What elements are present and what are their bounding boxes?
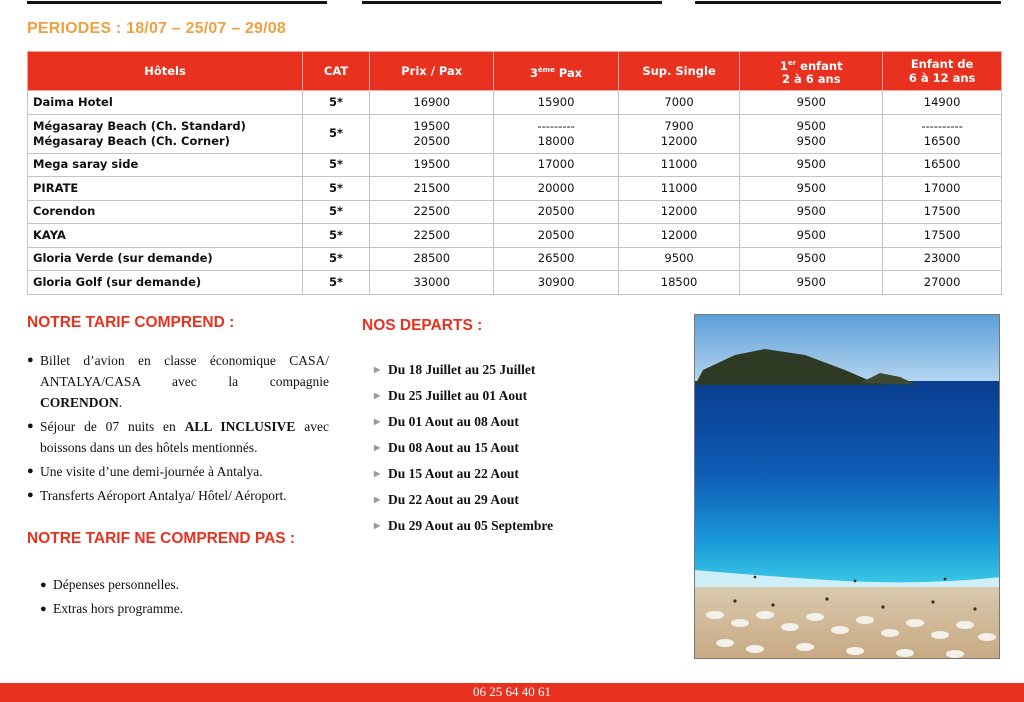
table-row <box>28 114 1002 153</box>
third-pax-cell: 26500 <box>494 247 618 271</box>
price-cell: 22500 <box>370 224 494 248</box>
child-6-12-cell: 27000 <box>883 271 1002 295</box>
child-2-6-cell: 9500 <box>740 247 883 271</box>
list-item: ▶ Du 15 Aout au 22 Aout <box>372 464 553 490</box>
child-6-12-cell: 23000 <box>883 247 1002 271</box>
black-circle-icon: ● <box>27 354 34 366</box>
list-item: ● Transferts Aéroport Antalya/ Hôtel/ Aéroport. <box>27 485 329 506</box>
included-list <box>27 350 329 509</box>
triangle-right-icon: ▶ <box>374 391 381 400</box>
list-item: ▶ Du 22 Aout au 29 Aout <box>372 490 553 516</box>
hotel-category: 5* <box>303 271 370 295</box>
table-header-row <box>28 52 1002 91</box>
third-pax-cell: 20500 <box>494 200 618 224</box>
list-item: ● Billet d’avion en classe économique CASA/ ANTALYA/CASA avec la compagnie CORENDON. <box>27 350 329 413</box>
hotel-category: 5* <box>303 177 370 201</box>
single-cell: 11000 <box>618 177 740 201</box>
price-cell: 22500 <box>370 200 494 224</box>
black-circle-icon: ● <box>27 489 34 501</box>
hotel-category: 5* <box>303 114 370 153</box>
price-cell: 28500 <box>370 247 494 271</box>
price-cell: 21500 <box>370 177 494 201</box>
single-cell: 18500 <box>618 271 740 295</box>
triangle-right-icon: ▶ <box>374 495 381 504</box>
list-item: ▶ Du 25 Juillet au 01 Aout <box>372 386 553 412</box>
price-cell: 33000 <box>370 271 494 295</box>
list-item: ▶ Du 08 Aout au 15 Aout <box>372 438 553 464</box>
col-header-hotels: Hôtels <box>28 52 303 91</box>
child-6-12-cell: 14900 <box>883 91 1002 115</box>
table-row <box>28 271 1002 295</box>
excluded-list <box>40 573 320 621</box>
table-row <box>28 153 1002 177</box>
col-header-price: Prix / Pax <box>370 52 494 91</box>
child-6-12-cell: 17500 <box>883 224 1002 248</box>
price-table <box>27 51 1002 295</box>
child-2-6-cell: 9500 <box>740 271 883 295</box>
list-item: ▶ Du 18 Juillet au 25 Juillet <box>372 360 553 386</box>
child-2-6-cell: 9500 9500 <box>740 114 883 153</box>
top-divider <box>362 1 662 4</box>
hotel-name: PIRATE <box>28 177 303 201</box>
hotel-name: KAYA <box>28 224 303 248</box>
third-pax-cell: 15900 <box>494 91 618 115</box>
single-cell: 12000 <box>618 224 740 248</box>
col-header-child-2-6: 1er enfant 2 à 6 ans <box>740 52 883 91</box>
child-2-6-cell: 9500 <box>740 177 883 201</box>
table-row <box>28 200 1002 224</box>
triangle-right-icon: ▶ <box>374 469 381 478</box>
departures-title: NOS DEPARTS : <box>362 317 483 334</box>
table-row <box>28 224 1002 248</box>
black-circle-icon: ● <box>27 465 34 477</box>
child-2-6-cell: 9500 <box>740 91 883 115</box>
hotel-name: Mégasaray Beach (Ch. Standard) Mégasaray Beach (Ch. Corner) <box>28 114 303 153</box>
col-header-single: Sup. Single <box>618 52 740 91</box>
third-pax-cell: 17000 <box>494 153 618 177</box>
list-item: ▶ Du 01 Aout au 08 Aout <box>372 412 553 438</box>
footer-phone: 06 25 64 40 61 <box>0 683 1024 702</box>
list-item: ▶ Du 29 Aout au 05 Septembre <box>372 516 553 542</box>
hotel-name: Gloria Golf (sur demande) <box>28 271 303 295</box>
child-2-6-cell: 9500 <box>740 224 883 248</box>
hotel-name: Gloria Verde (sur demande) <box>28 247 303 271</box>
col-header-cat: CAT <box>303 52 370 91</box>
triangle-right-icon: ▶ <box>374 521 381 530</box>
triangle-right-icon: ▶ <box>374 443 381 452</box>
list-item: ● Extras hors programme. <box>40 597 320 621</box>
hotel-name: Daima Hotel <box>28 91 303 115</box>
child-6-12-cell: ---------- 16500 <box>883 114 1002 153</box>
excluded-title: NOTRE TARIF NE COMPREND PAS : <box>27 530 296 547</box>
price-cell: 16900 <box>370 91 494 115</box>
black-circle-icon: ● <box>40 603 47 615</box>
list-item: ● Dépenses personnelles. <box>40 573 320 597</box>
departures-list <box>372 360 553 542</box>
table-row <box>28 247 1002 271</box>
hotel-category: 5* <box>303 153 370 177</box>
child-6-12-cell: 17500 <box>883 200 1002 224</box>
hotel-category: 5* <box>303 247 370 271</box>
child-6-12-cell: 17000 <box>883 177 1002 201</box>
included-title: NOTRE TARIF COMPREND : <box>27 314 235 331</box>
child-6-12-cell: 16500 <box>883 153 1002 177</box>
single-cell: 11000 <box>618 153 740 177</box>
single-cell: 7900 12000 <box>618 114 740 153</box>
price-cell: 19500 <box>370 153 494 177</box>
col-header-third-pax: 3ème Pax <box>494 52 618 91</box>
third-pax-cell: 20000 <box>494 177 618 201</box>
triangle-right-icon: ▶ <box>374 365 381 374</box>
list-item: ● Séjour de 07 nuits en ALL INCLUSIVE avec boissons dans un des hôtels mentionnés. <box>27 416 329 458</box>
triangle-right-icon: ▶ <box>374 417 381 426</box>
hotel-category: 5* <box>303 200 370 224</box>
black-circle-icon: ● <box>40 579 47 591</box>
top-divider <box>27 1 327 4</box>
hotel-category: 5* <box>303 224 370 248</box>
periods-title: PERIODES : 18/07 – 25/07 – 29/08 <box>27 20 287 37</box>
list-item: ● Une visite d’une demi-journée à Antalya. <box>27 461 329 482</box>
single-cell: 7000 <box>618 91 740 115</box>
child-2-6-cell: 9500 <box>740 153 883 177</box>
third-pax-cell: 30900 <box>494 271 618 295</box>
single-cell: 9500 <box>618 247 740 271</box>
hotel-name: Corendon <box>28 200 303 224</box>
top-divider <box>695 1 1001 4</box>
single-cell: 12000 <box>618 200 740 224</box>
third-pax-cell: --------- 18000 <box>494 114 618 153</box>
hotel-name: Mega saray side <box>28 153 303 177</box>
hotel-category: 5* <box>303 91 370 115</box>
child-2-6-cell: 9500 <box>740 200 883 224</box>
black-circle-icon: ● <box>27 420 34 432</box>
col-header-child-6-12: Enfant de 6 à 12 ans <box>883 52 1002 91</box>
third-pax-cell: 20500 <box>494 224 618 248</box>
table-row <box>28 91 1002 115</box>
price-cell: 19500 20500 <box>370 114 494 153</box>
table-row <box>28 177 1002 201</box>
beach-photo <box>694 314 1000 659</box>
